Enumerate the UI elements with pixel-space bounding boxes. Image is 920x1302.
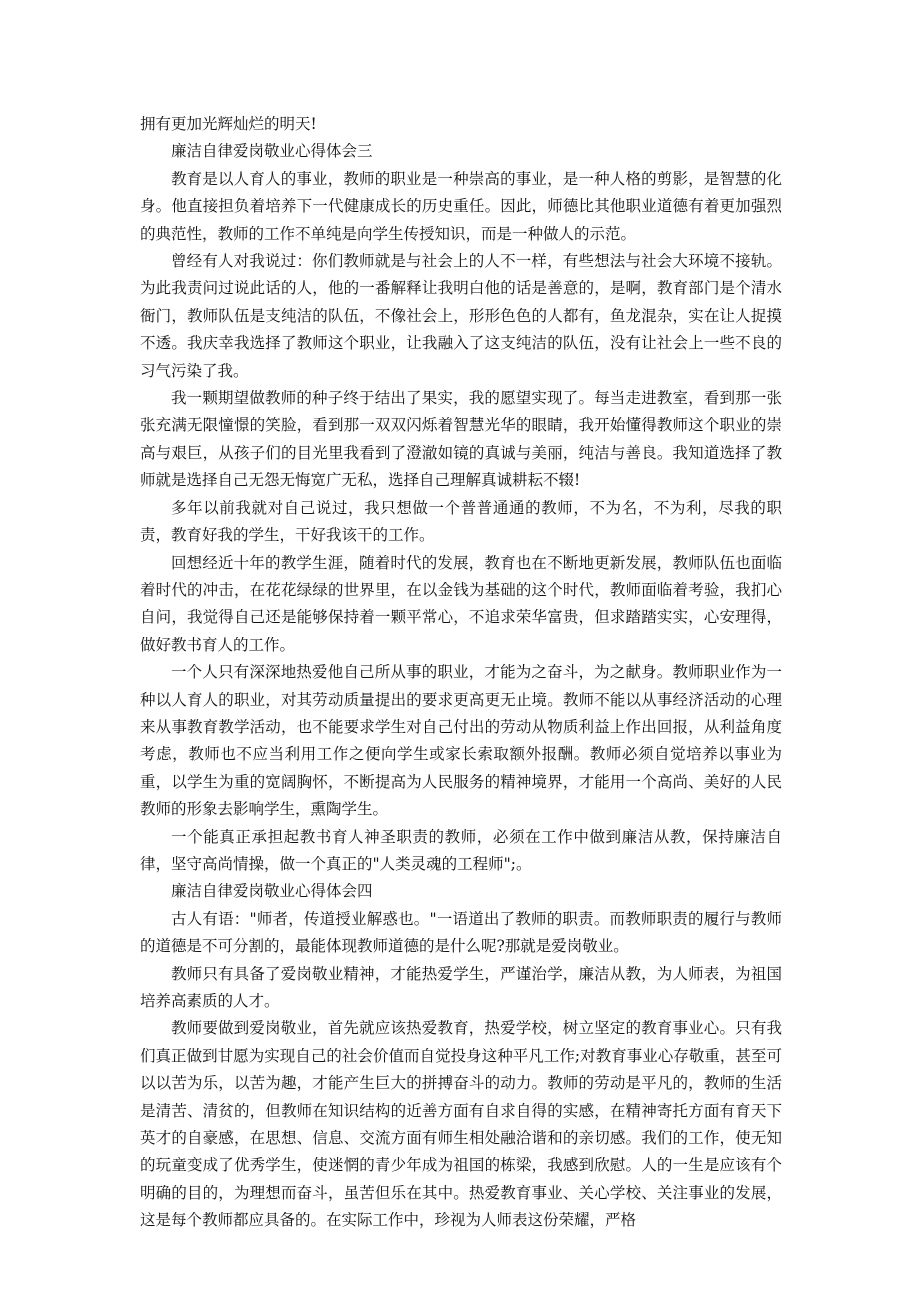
- paragraph: 曾经有人对我说过：你们教师就是与社会上的人不一样，有些想法与社会大环境不接轨。为此我责问过说此话的人，他的一番解释让我明白他的话是善意的，是啊，教育部门是个清水衙门，教师队伍是支纯洁的队伍，不像社会上，形形色色的人都有，鱼龙混杂，实在让人捉摸不透。我庆幸我选择了教师这个职业，让我融入了这支纯洁的队伍，没有让社会上一些不良的习气污染了我。: [140, 252, 782, 380]
- paragraph: 古人有语："师者，传道授业解惑也。"一语道出了教师的职责。而教师职责的履行与教师的道德是不可分割的，最能体现教师道德的是什么呢?那就是爱岗敬业。: [140, 909, 782, 956]
- paragraph: 教师只有具备了爱岗敬业精神，才能热爱学生，严谨治学，廉洁从教，为人师表，为祖国培养高素质的人才。: [140, 964, 782, 1010]
- paragraph: 教师要做到爱岗敬业，首先就应该热爱教育，热爱学校，树立坚定的教育事业心。只有我们真正做到甘愿为实现自己的社会价值而自觉投身这种平凡工作;对教育事业心存敬重，甚至可以以苦为乐，以苦为趣，才能产生巨大的拼搏奋斗的动力。教师的劳动是平凡的，教师的生活是清苦、清贫的，但教师在知识结构的近善方面有自求自得的实感，在精神寄托方面有育天下英才的自豪感，在思想、信息、交流方面有师生相处融洽谐和的亲切感。我们的工作，使无知的玩童变成了优秀学生，使迷惘的青少年成为祖国的栋梁，我感到欣慰。人的一生是应该有个明确的目的，为理想而奋斗，虽苦但乐在其中。热爱教育事业、关心学校、关注事业的发展，这是每个教师都应具备的。在实际工作中，珍视为人师表这份荣耀，严格: [140, 1019, 782, 1230]
- paragraph-continuation: 拥有更加光辉灿烂的明天!: [140, 115, 317, 133]
- paragraph: 一个能真正承担起教书育人神圣职责的教师，必须在工作中做到廉洁从教，保持廉洁自律，坚守高尚情操，做一个真正的"人类灵魂的工程师";。: [140, 827, 782, 873]
- section-heading-three: 廉洁自律爱岗敬业心得体会三: [171, 142, 373, 161]
- paragraph: 多年以前我就对自己说过，我只想做一个普普通通的教师，不为名，不为利，尽我的职责，教育好我的学生，干好我该干的工作。: [140, 498, 782, 545]
- paragraph: 我一颗期望做教师的种子终于结出了果实，我的愿望实现了。每当走进教室，看到那一张张充满无限憧憬的笑脸，看到那一双双闪烁着智慧光华的眼睛，我开始懂得教师这个职业的崇高与艰巨，从孩子们的目光里我看到了澄澈如镜的真诚与美丽，纯洁与善良。我知道选择了教师就是选择自己无怨无悔宽广无私，选择自己理解真诚耕耘不辍!: [140, 389, 782, 490]
- section-heading-four: 廉洁自律爱岗敬业心得体会四: [171, 882, 373, 901]
- paragraph: 教育是以人育人的事业，教师的职业是一种崇高的事业，是一种人格的剪影，是智慧的化身。他直接担负着培养下一代健康成长的历史重任。因此，师德比其他职业道德有着更加强烈的典范性，教师的工作不单纯是向学生传授知识，而是一种做人的示范。: [140, 169, 782, 243]
- paragraph: 一个人只有深深地热爱他自己所从事的职业，才能为之奋斗，为之献身。教师职业作为一种以人育人的职业，对其劳动质量提出的要求更高更无止境。教师不能以从事经济活动的心理来从事教育教学活动，也不能要求学生对自己付出的劳动从物质利益上作出回报，从利益角度考虑，教师也不应当利用工作之便向学生或家长索取额外报酬。教师必须自觉培养以事业为重，以学生为重的宽阔胸怀，不断提高为人民服务的精神境界，才能用一个高尚、美好的人民教师的形象去影响学生，熏陶学生。: [140, 663, 782, 819]
- document-body: [140, 111, 782, 1235]
- paragraph: 回想经近十年的教学生涯，随着时代的发展，教育也在不断地更新发展，教师队伍也面临着时代的冲击，在花花绿绿的世界里，在以金钱为基础的这个时代，教师面临着考验，我扪心自问，我觉得自己还是能够保持着一颗平常心，不追求荣华富贵，但求踏踏实实，心安理得，做好教书育人的工作。: [140, 553, 782, 654]
